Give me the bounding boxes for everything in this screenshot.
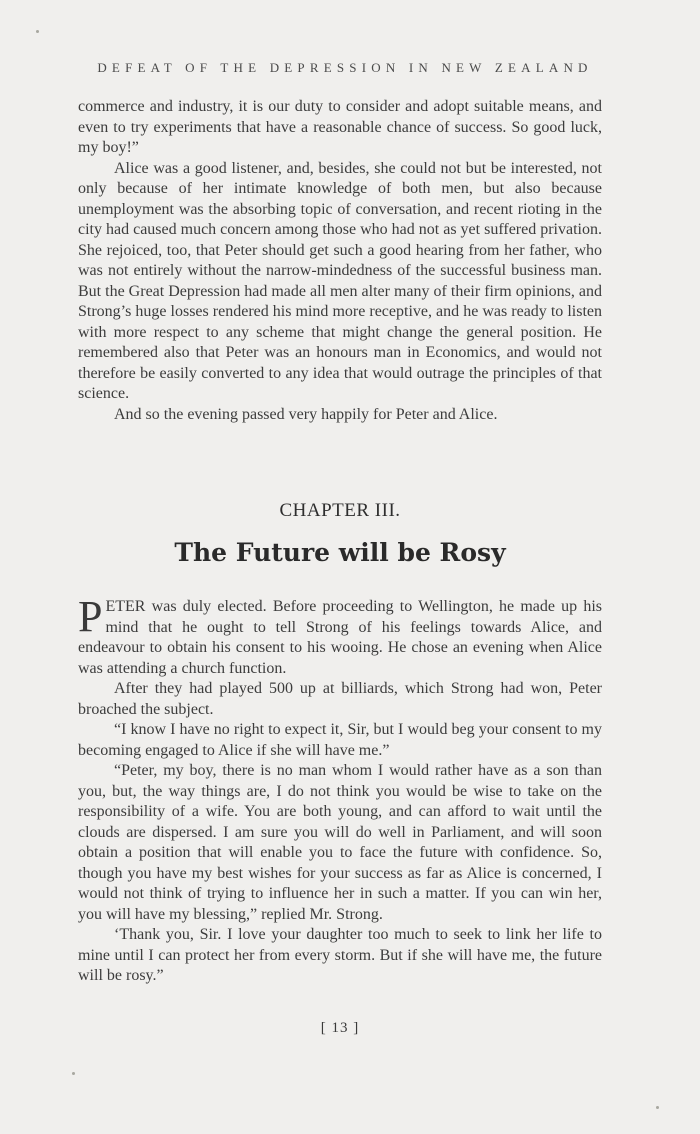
paragraph: “I know I have no right to expect it, Sir, but I would beg your consent to my becoming engaged to Alice if she will have me.” xyxy=(78,721,602,759)
paper-speck xyxy=(72,1072,75,1075)
paragraph: “Peter, my boy, there is no man whom I would rather have as a son than you, but, the way things are, I do not think you would be wise to take on the responsibility of a wife. You are both young, and can afford to wait until the clouds are dispersed. I am sure you will do well in Parliament, and will soon obtain a position that will enable you to face the future with confidence. So, though you have my best wishes for your success as far as Alice is concerned, I would not think of trying to influence her in such a matter. If you can win her, you will have my blessing,” replied Mr. Strong. xyxy=(78,762,602,923)
chapter-title: The Future will be Rosy xyxy=(174,538,506,567)
page-number: [ 13 ] xyxy=(320,1020,360,1036)
body-text-bottom xyxy=(78,592,602,987)
paragraph: commerce and industry, it is our duty to consider and adopt suitable means, and even to try experiments that have a reasonable chance of success. So good luck, my boy!” xyxy=(78,98,602,156)
paper-speck xyxy=(656,1106,659,1109)
paper-speck xyxy=(36,30,39,33)
body-text-top xyxy=(78,97,602,425)
running-head: DEFEAT OF THE DEPRESSION IN NEW ZEALAND xyxy=(97,60,593,75)
chapter-label: CHAPTER III. xyxy=(279,500,401,521)
opening-paragraph xyxy=(78,592,602,679)
paragraph: ‘Thank you, Sir. I love your daughter too much to seek to link her life to mine until I can protect her from every storm. But if she will have me, the future will be rosy.” xyxy=(78,926,602,984)
paragraph: After they had played 500 up at billiards, which Strong had won, Peter broached the subject. xyxy=(78,680,602,718)
opening-paragraph-text: was duly elected. Before proceeding to Wellington, he made up his mind that he ought to tell Strong of his feelings towards Alice, and endeavour to obtain his consent to his wooing. He chose an evening when Alice was attending a church function. xyxy=(78,598,602,677)
opening-word-rest: ETER xyxy=(105,598,146,615)
paragraph: And so the evening passed very happily for Peter and Alice. xyxy=(114,405,498,423)
paragraph: Alice was a good listener, and, besides, she could not but be interested, not only because of her intimate knowledge of both men, but also because unemployment was the absorbing topic of conversation, and recent rioting in the city had caused much concern among those who had not as yet suffered privation. She rejoiced, too, that Peter should get such a good hearing from her father, who was not entirely without the narrow-mindedness of the successful business man. But the Great Depression had made all men alter many of their firm opinions, and Strong’s huge losses rendered his mind more receptive, and he was ready to listen with more respect to any scheme that might change the general position. He remembered also that Peter was an honours man in Economics, and would not therefore be easily converted to any idea that would outrage the principles of that science. xyxy=(78,159,602,402)
drop-cap: P xyxy=(78,592,103,641)
